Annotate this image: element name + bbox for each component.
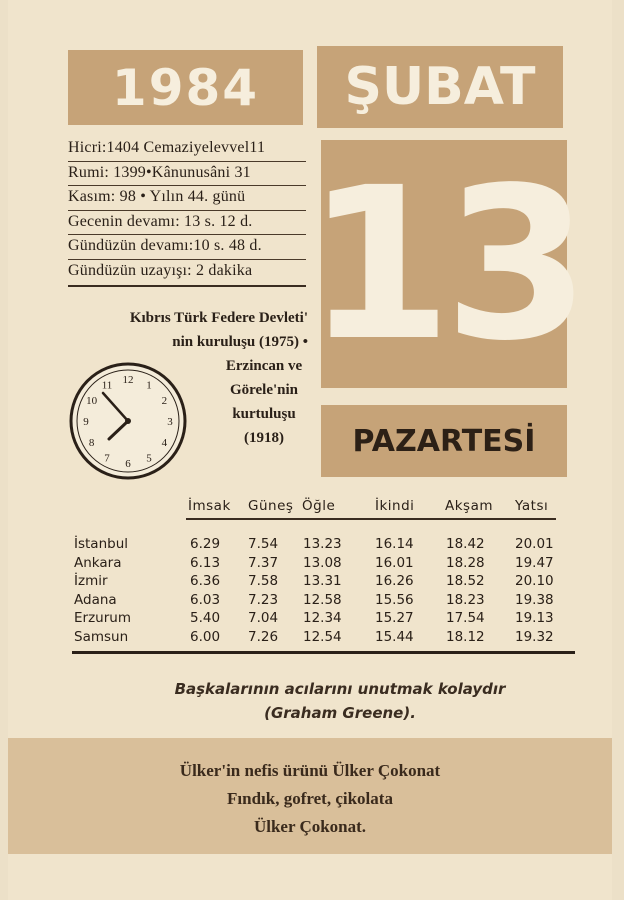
clock-icon [67,360,189,482]
advertisement [8,738,612,854]
day-number: 13 [305,141,583,387]
clock-numeral: 3 [167,416,173,428]
clock-numeral: 4 [161,437,168,449]
prayer-time: 6.13 [190,554,221,571]
prayer-time: 13.31 [303,573,342,589]
city-name: Erzurum [74,610,131,626]
day-box [305,140,583,388]
prayer-time: 12.54 [303,628,342,645]
calendar-info-list [68,137,306,287]
prayer-time: 7.23 [248,591,279,608]
ad-line: Ülker'in nefis ürünü Ülker Çokonat [179,761,441,780]
prayer-time: 18.23 [446,591,485,608]
prayer-time: 6.29 [190,536,221,552]
event-line: (1918) [244,430,284,446]
table-rule [186,518,556,520]
prayer-time: 7.58 [248,573,279,589]
prayer-time: 6.00 [190,628,221,645]
prayer-time: 7.54 [248,536,279,552]
info-rumi: Rumi: 1399•Kânunusâni 31 [68,162,306,187]
prayer-time: 15.56 [375,591,414,608]
info-kasim: Kasım: 98 • Yılın 44. günü [68,186,306,211]
prayer-time: 19.13 [515,610,554,626]
info-day-length: Gündüzün devamı:10 s. 48 d. [68,235,306,260]
quote-author: (Graham Greene). [264,704,416,722]
header-imsak: İmsak [188,498,231,514]
table-rule [72,651,575,654]
clock-numeral: 5 [146,452,152,465]
clock-numeral: 12 [122,374,134,386]
prayer-time: 15.44 [375,628,414,645]
prayer-time: 20.10 [515,573,554,589]
event-line: Görele'nin [229,382,299,398]
header-ikindi: İkindi [375,498,415,514]
header-aksam: Akşam [445,498,494,514]
prayer-time: 6.36 [190,573,221,589]
prayer-time: 19.47 [515,554,554,571]
prayer-time: 19.32 [515,628,554,645]
quote [120,677,560,725]
prayer-time: 18.52 [446,573,485,589]
prayer-time: 16.14 [375,536,414,552]
prayer-time: 12.58 [303,591,342,608]
month-label: ŞUBAT [344,57,536,117]
event-line: kurtuluşu [232,406,296,422]
info-hicri: Hicri:1404 Cemaziyelevvel11 [68,137,306,162]
event-line: Kıbrıs Türk Federe Devleti' [129,310,308,326]
weekday-label: PAZARTESİ [352,423,536,459]
header-ogle: Öğle [302,498,336,514]
ad-line: Ülker Çokonat. [253,817,367,836]
prayer-time: 18.28 [446,554,485,571]
info-night-length: Gecenin devamı: 13 s. 12 d. [68,211,306,236]
quote-text: Başkalarının acılarını unutmak kolaydır [174,680,506,698]
prayer-time: 7.04 [248,610,279,626]
prayer-time: 15.27 [375,610,414,626]
month-box [317,46,563,128]
prayer-time: 12.34 [303,610,342,626]
clock-numeral: 10 [86,395,98,407]
clock-numeral: 7 [104,452,110,465]
year-box [68,50,303,125]
clock-numeral: 2 [161,395,168,407]
clock-numeral: 9 [83,416,89,428]
prayer-time: 13.08 [303,554,342,571]
prayer-time: 20.01 [515,536,554,552]
event-line: nin kuruluşu (1975) • [172,334,308,350]
prayer-time: 13.23 [303,536,342,552]
prayer-time: 18.12 [446,628,485,645]
city-name: İzmir [74,573,108,589]
clock-numeral: 1 [146,379,152,392]
prayer-time: 16.26 [375,573,414,589]
clock-numeral: 6 [125,458,131,470]
city-name: Samsun [74,628,129,645]
city-name: İstanbul [74,536,129,552]
city-name: Adana [74,591,117,608]
clock-numeral: 11 [101,379,113,392]
year-label: 1984 [111,58,260,117]
weekday-box [321,405,567,477]
city-name: Ankara [74,554,122,571]
prayer-time: 5.40 [190,610,221,626]
prayer-time: 6.03 [190,591,221,608]
event-line: Erzincan ve [225,358,303,374]
clock-numeral: 8 [88,437,95,449]
header-gunes: Güneş [248,498,294,514]
prayer-time: 18.42 [446,536,485,552]
header-yatsi: Yatsı [515,498,549,514]
prayer-time: 16.01 [375,554,414,571]
prayer-time: 17.54 [446,610,485,626]
prayer-time: 7.26 [248,628,279,645]
prayer-time: 7.37 [248,554,279,571]
ad-line: Fındık, gofret, çikolata [227,789,393,808]
info-day-extension: Gündüzün uzayışı: 2 dakika [68,260,306,287]
prayer-time: 19.38 [515,591,554,608]
